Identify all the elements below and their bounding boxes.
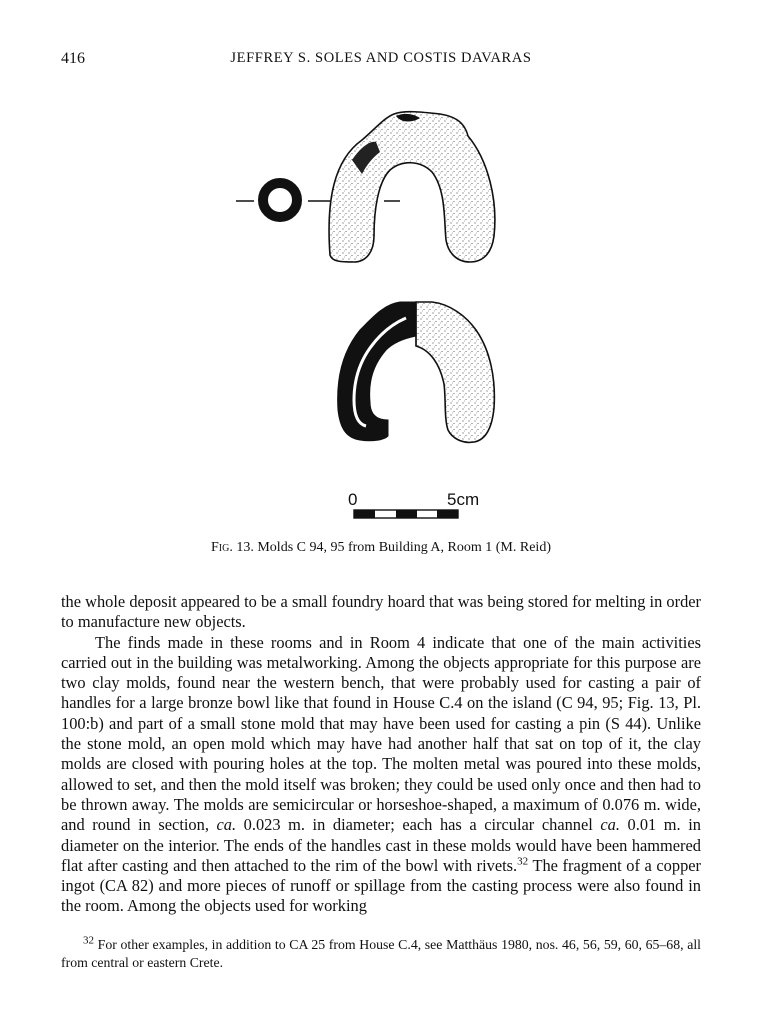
- italic-circa: ca.: [600, 815, 620, 835]
- lower-mold-section-half: [338, 302, 416, 441]
- figure-caption-label: Fig. 13.: [211, 540, 254, 555]
- paragraph-2-part-c: 0.01 m. in diameter on the interior. The ends of the handles cast in these molds would have been hammered flat after casting and then attached to the rim of the bowl with rivets.: [61, 815, 701, 875]
- paragraph-1: the whole deposit appeared to be a small foundry hoard that was being stored for melting in order to manufacture new objects.: [61, 592, 701, 632]
- italic-circa: ca.: [216, 815, 237, 835]
- footnote-32: [61, 936, 701, 972]
- scale-bar-segment: [354, 510, 375, 518]
- mold-c94-exterior-view: [329, 112, 495, 262]
- paragraph-2: [61, 633, 701, 917]
- footnote-text: For other examples, in addition to CA 25 from House C.4, see Matthäus 1980, nos. 46, 56, 59, 60, 65–68, all from central or eastern Crete.: [61, 937, 701, 970]
- scale-bar: [348, 490, 479, 518]
- scale-label-five-cm: 5cm: [447, 490, 480, 509]
- scale-bar-segment: [396, 510, 417, 518]
- scale-label-zero: 0: [348, 490, 358, 509]
- scale-bar-segment: [437, 510, 458, 518]
- figure-caption: [0, 540, 762, 556]
- mold-c95-half-section-view: [338, 302, 495, 442]
- paragraph-2-part-a: The finds made in these rooms and in Room 4 indicate that one of the main activities carried out in the building was metalworking. Among the objects appropriate for this purpose are two clay molds, found near the western bench, that were probably used for casting a pair of handles for a large bronze bowl like that found in House C.4 on the island (C 94, 95; Fig. 13, Pl. 100:b) and part of a small stone mold that may have been used for casting a pin (S 44). Unlike the stone mold, an open mold which may have had another half that sat on top of it, the clay molds are closed with pouring holes at the top. The molten metal was poured into these molds, allowed to set, and then the mold itself was broken; they could be used only once and then had to be thrown away. The molds are semicircular or horseshoe-shaped, a maximum of 0.076 m. wide, and round in section,: [61, 632, 701, 835]
- upper-mold-body: [329, 112, 495, 262]
- paragraph-2-part-b: 0.023 m. in diameter; each has a circular channel: [236, 815, 601, 835]
- lower-mold-stippled-half: [416, 302, 494, 442]
- footnote-reference: 32: [517, 855, 529, 868]
- paragraph-2-part-d: The fragment of a copper ingot (CA 82) and more pieces of runoff or spillage from the casting process were also found in the room. Among the objects used for working: [61, 855, 702, 916]
- body-text: [61, 592, 701, 917]
- page-number: 416: [61, 50, 85, 67]
- mold-cross-section: [263, 183, 297, 217]
- footnote-number: 32: [83, 934, 94, 947]
- running-head: JEFFREY S. SOLES AND COSTIS DAVARAS: [230, 50, 532, 66]
- figure-caption-text: Molds C 94, 95 from Building A, Room 1 (M. Reid): [257, 540, 551, 555]
